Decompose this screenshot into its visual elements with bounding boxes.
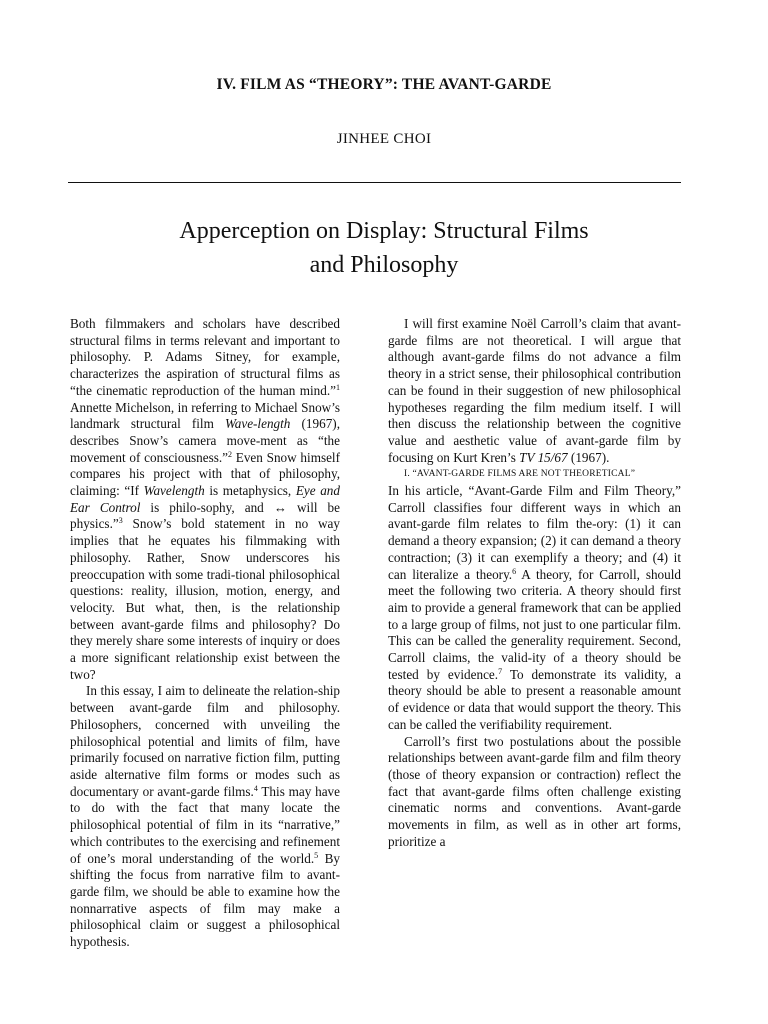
section-subheading: I. “AVANT-GARDE FILMS ARE NOT THEORETICAL” xyxy=(404,469,636,480)
footnote-ref[interactable]: 3 xyxy=(118,516,123,526)
paragraph: In his article, “Avant-Garde Film and Film Theory,” Carroll classifies four different ways in which an avant-garde film relates to film the-ory: (1) it can demand a theory expansion; (2) it can demand a theory contraction; (3) it can exemplify a theory; and (4) it can literalize a theory.$^6$ A theory, for Carroll, should meet the following two criteria. A theory should first aim to provide a general framework that can be applied to a large group of films, not just to one particular film. This can be called the generality requirement. Second, Carroll claims, the valid-ity of a theory should be tested by evidence.$^7$ To demonstrate its validity, a theory should be able to present a reasonable amount of evidence or data that would support the theory. This can be called the verifiability requirement. xyxy=(388,483,681,732)
footnote-ref[interactable]: 1 xyxy=(336,382,340,392)
footnote-ref[interactable]: 4 xyxy=(253,783,258,793)
article-title-line-1: Apperception on Display: Structural Films xyxy=(179,218,589,244)
footnote-ref[interactable]: 7 xyxy=(498,666,503,676)
section-heading: IV. FILM AS “THEORY”: THE AVANT-GARDE xyxy=(216,76,552,93)
left-column xyxy=(70,316,340,951)
article-title xyxy=(60,214,708,282)
article-title-line-2: and Philosophy xyxy=(309,252,459,278)
author-name: JINHEE CHOI xyxy=(336,131,432,147)
right-column xyxy=(388,316,681,851)
footnote-ref[interactable]: 6 xyxy=(512,566,517,576)
footnote-ref[interactable]: 5 xyxy=(314,850,319,860)
horizontal-rule xyxy=(68,182,681,183)
paragraph: I will first examine Noël Carroll’s claim that avant-garde films are not theoretical. I will argue that although avant-garde films do not advance a film theory in a strict sense, their philosophical contribution can be found in their suggestion of new philosophical hypotheses regarding the film medium itself. I will then discuss the relationship between the cognitive value and aesthetic value of avant-garde film by focusing on Kurt Kren’s TV 15/67 (1967). xyxy=(388,316,681,465)
paragraph: Carroll’s first two postulations about the possible relationships between avant-garde film and film theory (those of theory expansion or contraction) reflect the fact that avant-garde films often challenge existing cinematic norms and conventions. Avant-garde movements in film, as well as in other art forms, prioritize a xyxy=(388,733,681,849)
footnote-ref[interactable]: 2 xyxy=(228,449,233,459)
paragraph: In this essay, I aim to delineate the relation-ship between avant-garde film and philosophy. Philosophers, concerned with unveiling the philosophical potential and limits of film, have primarily focused on narrative fiction film, putting aside alternative film forms or modes such as documentary or avant-garde films.$^4$ This may have to do with the fact that many locate the philosophical potential of film in its “narrative,” which contributes to the exercising and refinement of one’s moral understanding of the world.$^5$ By shifting the focus from narrative film to avant-garde film, we should be able to examine how the nonnarrative aspects of film may make a philosophical claim or suggest a philosophical hypothesis. xyxy=(70,683,340,950)
paragraph: Both filmmakers and scholars have described structural films in terms relevant and important to philosophy. P. Adams Sitney, for example, characterizes the aspiration of structural films as “the cinematic reproduction of the human mind.”$^1$ Annette Michelson, in referring to Michael Snow’s landmark structural film Wave-length (1967), describes Snow’s camera move-ment as “the movement of consciousness.”$^2$ Even Snow himself compares his project with that of philosophy, claiming: “If Wavelength is metaphysics, Eye and Ear Control is philo-sophy, and ↔ will be physics.”$^3$ Snow’s bold statement in no way implies that he equates his filmmaking with philosophy. Rather, Snow underscores his preoccupation with some tradi-tional philosophical questions: reality, illusion, motion, energy, and velocity. But what, then, is the relationship between avant-garde films and philosophy? Do they merely share some interests of inquiry or does a more significant relationship exist between the two? xyxy=(70,316,340,682)
